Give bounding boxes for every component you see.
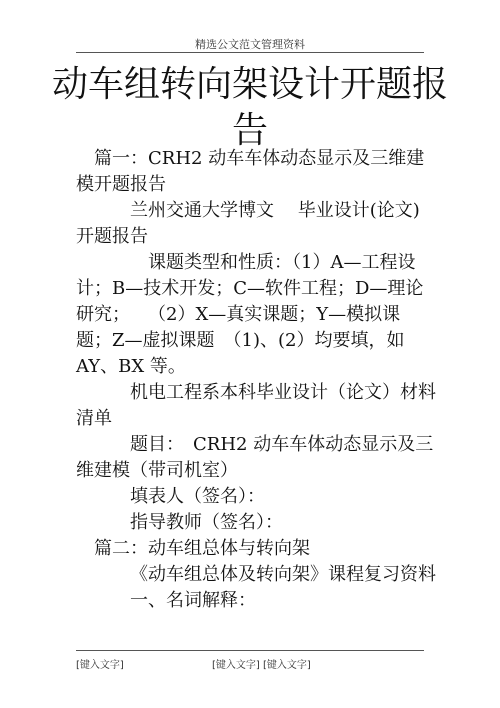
paragraph-course-review: 《动车组总体及转向架》课程复习资料 (130, 564, 436, 585)
document-title: 动车组转向架设计开题报告 (51, 64, 448, 151)
header-note: 精选公文范文管理资料 (195, 38, 305, 51)
paragraph-university: 兰州交通大学博文 毕业设计(论文)开题报告 (76, 200, 420, 247)
paragraph-advisor-signature: 指导教师（签名）： (130, 512, 283, 533)
header-rule (76, 52, 424, 53)
footer-left-placeholder: [键入文字] (76, 660, 124, 671)
footer-rule (76, 650, 424, 651)
paragraph-glossary-heading: 一、名词解释： (130, 590, 256, 611)
paragraph-subject: 题目： CRH2 动车车体动态显示及三维建模（带司机室） (76, 434, 434, 481)
paragraph-part-two-heading: 篇二：动车组总体与转向架 (94, 538, 310, 559)
paragraph-part-one-heading: 篇一：CRH2 动车车体动态显示及三维建模开题报告 (76, 148, 425, 195)
footer-center-placeholder: [键入文字] [键入文字] (212, 660, 311, 671)
paragraph-topic-type: 课题类型和性质：（1）A—工程设计；B—技术开发；C—软件工程；D—理论研究； （2）X—真实课题；Y—模拟课题；Z—虚拟课题 （1)、(2）均要填，如 AY、BX 等。 (76, 252, 424, 377)
document-body (76, 146, 436, 614)
paragraph-materials-list: 机电工程系本科毕业设计（论文）材料清单 (76, 382, 436, 429)
paragraph-filler-signature: 填表人（签名）： (130, 486, 265, 507)
